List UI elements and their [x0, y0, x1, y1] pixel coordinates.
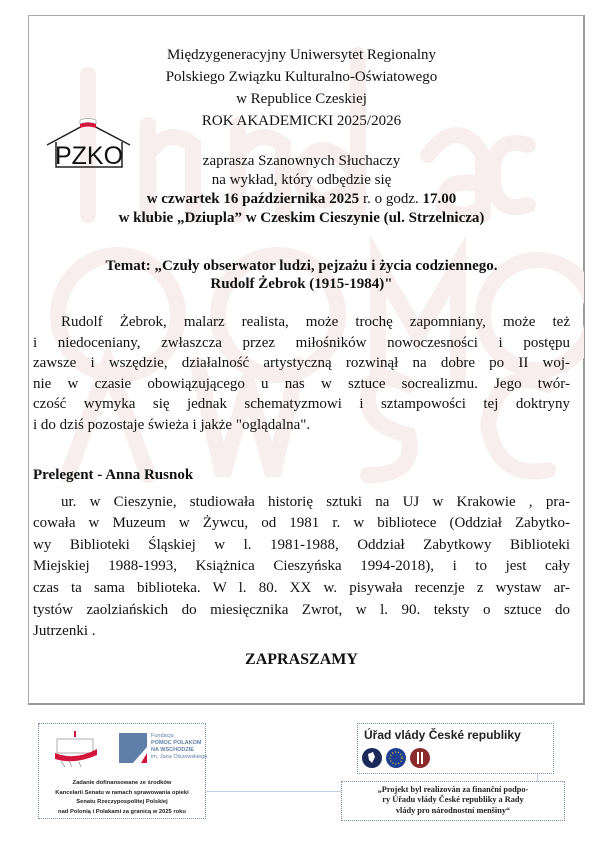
date: w czwartek 16 października 2025	[146, 191, 360, 207]
funding-note: Zadanie dofinansowane ze środków Kancelarii Senatu w ramach sprawowania opieki Senatu Rzeczypospolitej Polskiej nad Polonią i Polakami za granicą w 2025 roku	[55, 780, 189, 815]
closing: ZAPRASZAMY	[245, 650, 358, 668]
text-line: wy Biblioteki Śląskiej w l. 1981-1988, Oddział Zabytkowy Biblioteki	[33, 536, 570, 553]
invite-line: na wykład, który odbędzie się	[211, 172, 392, 188]
invitation	[33, 152, 570, 228]
text-line: czość wymyka się jednak schematyzmowi i sztampowości tej doktryny	[33, 396, 570, 413]
description	[33, 312, 570, 436]
date-mid: r. o godz.	[359, 191, 423, 207]
speaker-heading: Prelegent - Anna Rusnok	[33, 466, 194, 483]
text-line: i niedoceniany, zwłaszcza przez miłośników nowoczesności i postępu	[33, 334, 570, 351]
text-line: cowała w Muzeum w Żywcu, od 1981 r. w bibliotece (Oddział Zabytko-	[33, 515, 570, 532]
council-icon	[410, 748, 430, 768]
eu-stars-icon	[386, 748, 406, 768]
logo-text: PZKO	[54, 142, 124, 169]
czech-office-title: Úřad vlády České republiky	[364, 728, 521, 742]
foundation-logo	[119, 733, 147, 763]
speaker-bio	[33, 492, 570, 643]
text-line: zawsze i wszędzie, działalność artystyczną rozwinął na dobre po II woj-	[33, 355, 570, 372]
czech-emblems	[361, 746, 433, 770]
topic-line: Temat: „Czuły obserwator ludzi, pejzażu i życia codziennego.	[105, 258, 498, 274]
polish-sponsors-box	[38, 723, 206, 819]
text-line: i do dziś pozostaje świeża i jakże "oglądalna".	[33, 416, 311, 433]
time: 17.00	[422, 191, 457, 207]
academic-year: ROK AKADEMICKI 2025/2026	[201, 113, 402, 129]
czech-project-box	[341, 781, 565, 821]
topic-line: Rudolf Żebrok (1915-1984)"	[210, 276, 393, 292]
topic	[33, 257, 570, 293]
czech-office-box	[357, 723, 554, 774]
senate-logo	[51, 731, 101, 771]
event-date	[33, 190, 570, 209]
text-line: Miejskiej 1988-1993, Książnica Cieszyńska 1994-2018), i to jest cały	[33, 558, 570, 575]
header	[33, 44, 570, 132]
connector-line	[205, 791, 342, 792]
invite-line: zaprasza Szanownych Słuchaczy	[202, 153, 401, 169]
text-line: ur. w Cieszynie, studiowała historię sztuki na UJ w Krakowie , pra-	[61, 493, 570, 510]
header-line: Polskiego Związku Kulturalno-Oświatowego	[165, 69, 438, 85]
header-line: Międzygeneracyjny Uniwersytet Regionalny	[166, 47, 437, 63]
event-place: w klubie „Dziupla” w Czeskim Cieszynie (ul. Strzelnicza)	[118, 210, 485, 226]
text-line: Rudolf Żebrok, malarz realista, może trochę zapomniany, może też	[61, 314, 570, 330]
text-line: tystów zaolziańskich do miesięcznika Zwrot, w l. 90. teksty o sztuce do	[33, 601, 570, 618]
foundation-name: Fundacja POMOC POLAKOM NA WSCHODZIE im. Jana Olszewskiego	[151, 733, 208, 760]
header-line: w Republice Czeskiej	[236, 91, 367, 107]
czech-project-note: „Projekt byl realizován za finanční podpo- ry Úřadu vlády České republiky a Rady vlády pro národnostní menšiny“	[377, 785, 529, 815]
text-line: nie w czasie obowiązującego u nas w sztuce socrealizmu. Jego twór-	[33, 375, 570, 392]
text-line: czas ta sama biblioteka. W l. 80. XX w. pisywała recenzje z wystaw ar-	[33, 579, 570, 596]
text-line: Jutrzenki .	[33, 623, 96, 640]
poster-content	[33, 44, 570, 669]
